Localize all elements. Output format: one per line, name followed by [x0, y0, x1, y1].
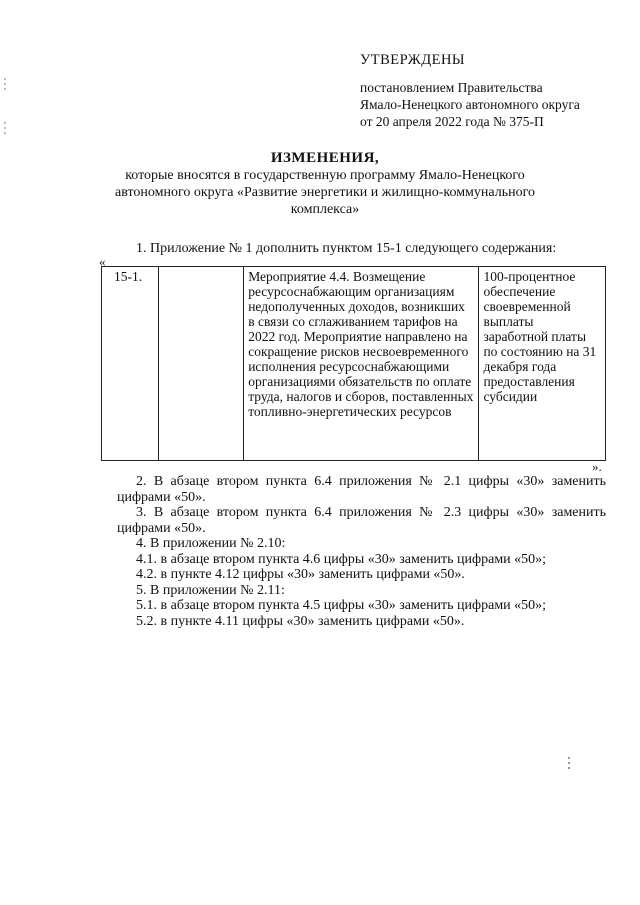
- paragraph-text: 2. В абзаце втором пункта 6.4 приложения № 2.1 цифры «30» заменить цифрами «50».: [117, 474, 606, 505]
- empty-cell: [158, 267, 244, 461]
- approval-heading: УТВЕРЖДЕНЫ: [360, 52, 466, 68]
- approval-line: от 20 апреля 2022 года № 375-П: [360, 114, 544, 129]
- paragraph-5: 5. В приложении № 2.11:: [136, 582, 285, 598]
- description-cell: Мероприятие 4.4. Возмещение ресурсоснабжающим организациям недополученных доходов, возникших в связи со сглаживанием тарифов на 2022 год. Мероприятие направлено на сокращение рисков несвоевременного исполнения ресурсоснабжающими организациями обязательств по оплате труда, налогов и сборов, поставленных топливно-энергетических ресурсов: [244, 267, 479, 461]
- amendments-list: [117, 474, 606, 629]
- paragraph-text: 3. В абзаце втором пункта 6.4 приложения № 2.3 цифры «30» заменить цифрами «50».: [117, 505, 606, 536]
- paragraph-3: [117, 505, 606, 536]
- paragraph-5-1: 5.1. в абзаце втором пункта 4.5 цифры «30» заменить цифрами «50»;: [136, 598, 547, 613]
- scan-artifact: [4, 122, 6, 134]
- title-line: которые вносятся в государственную программу Ямало-Ненецкого: [125, 168, 525, 183]
- paragraph-5-2: 5.2. в пункте 4.11 цифры «30» заменить цифрами «50».: [136, 613, 465, 629]
- approval-line: постановлением Правительства: [360, 80, 543, 95]
- title-line: комплекса»: [290, 202, 360, 217]
- result-cell: 100-процентное обеспечение своевременной выплаты заработной платы по состоянию на 31 декабря года предоставления субсидии: [479, 267, 606, 461]
- paragraph-4-1: 4.1. в абзаце втором пункта 4.6 цифры «30» заменить цифрами «50»;: [136, 551, 547, 567]
- scan-artifact: [568, 757, 570, 771]
- paragraph-2: [117, 474, 606, 505]
- opening-quote: «: [99, 254, 106, 269]
- closing-quote: ».: [592, 459, 602, 474]
- paragraph-1: 1. Приложение № 1 дополнить пунктом 15-1 следующего содержания:: [136, 241, 557, 256]
- row-number-cell: 15-1.: [102, 267, 159, 461]
- approval-block: [360, 52, 630, 130]
- scan-artifact: [4, 78, 6, 90]
- title-heading: ИЗМЕНЕНИЯ,: [270, 150, 380, 166]
- paragraph-4-2: 4.2. в пункте 4.12 цифры «30» заменить цифрами «50».: [136, 567, 465, 582]
- title-line: автономного округа «Развитие энергетики и жилищно-коммунального: [115, 185, 535, 200]
- approval-line: Ямало-Ненецкого автономного округа: [360, 97, 580, 112]
- document-title: [95, 150, 555, 218]
- paragraph-4: 4. В приложении № 2.10:: [136, 536, 286, 551]
- changes-table: [101, 266, 606, 461]
- table-row: [102, 267, 606, 461]
